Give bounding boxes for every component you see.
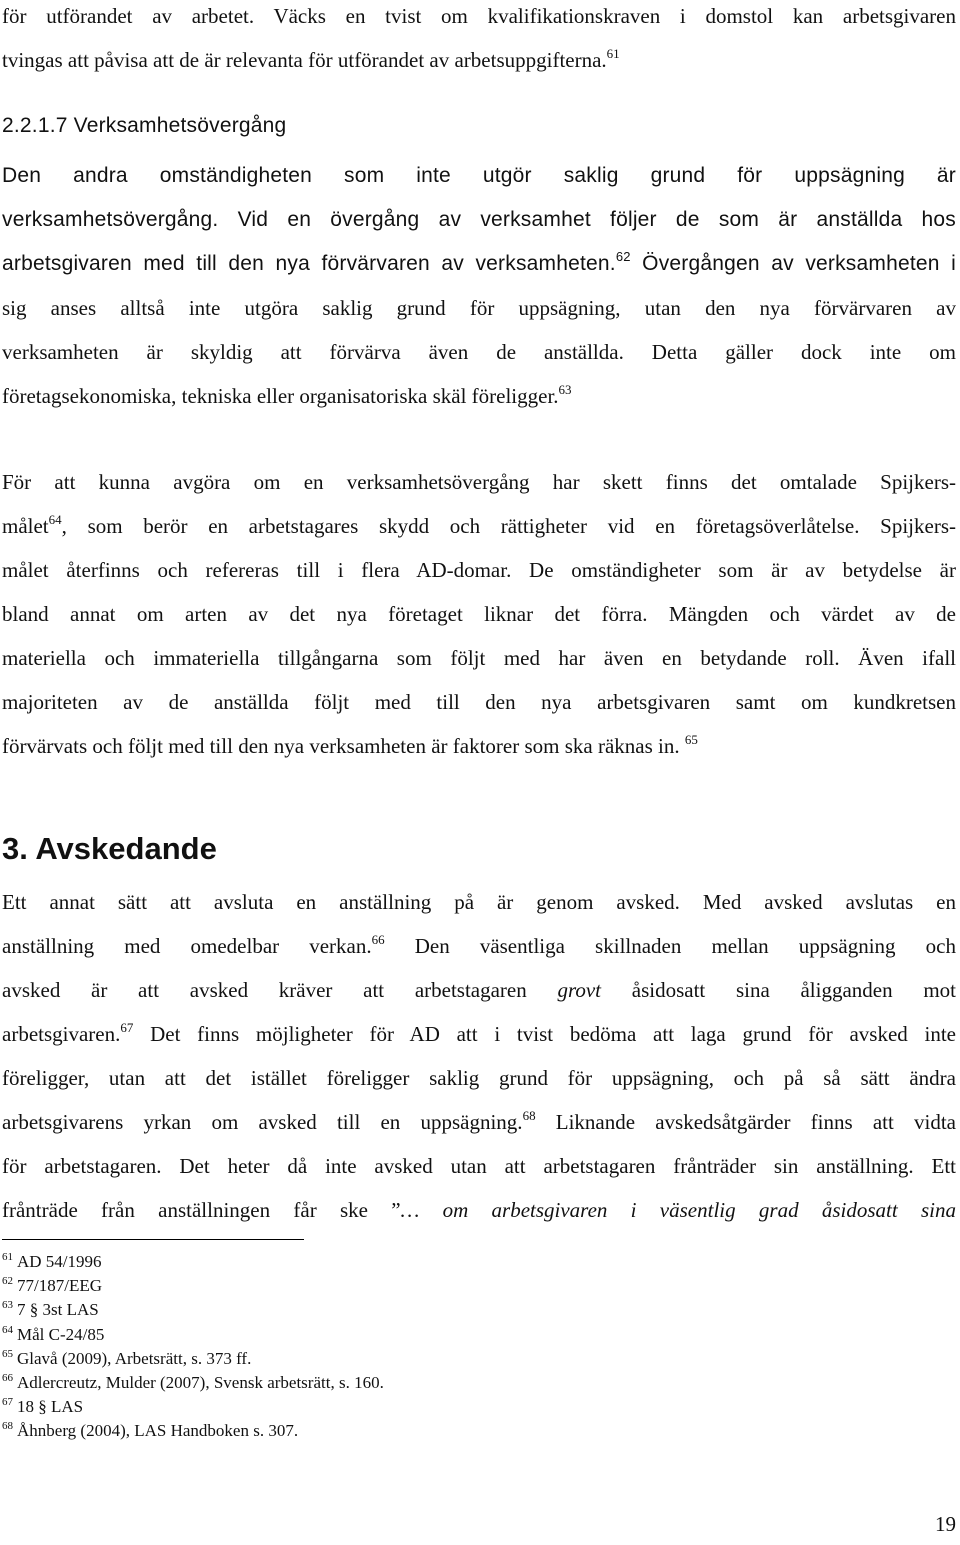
footnote xyxy=(2,1323,702,1347)
footnote-text: Glavå (2009), Arbetsrätt, s. 373 ff. xyxy=(17,1348,252,1368)
text-line: föreligger, utan att det istället föreligger saklig grund för uppsägning, och på så sätt ändra xyxy=(2,1066,956,1090)
paragraph-continuation xyxy=(2,0,956,82)
footnote-ref: 63 xyxy=(558,382,572,397)
paragraph xyxy=(2,154,956,418)
text-line xyxy=(2,924,956,968)
footnote-text: Mål C-24/85 xyxy=(17,1324,105,1344)
paragraph xyxy=(2,460,956,768)
footnote xyxy=(2,1298,702,1322)
text-line xyxy=(2,242,956,286)
footnote-ref: 67 xyxy=(120,1020,134,1035)
footnote-number: 66 xyxy=(2,1371,13,1384)
text-line: Den andra omständigheten som inte utgör saklig grund för uppsägning är xyxy=(2,164,956,187)
text-line xyxy=(2,38,956,82)
footnote-ref: 64 xyxy=(48,512,62,527)
text-line xyxy=(2,1012,956,1056)
footnote-number: 68 xyxy=(2,1420,13,1433)
footnote-ref: 61 xyxy=(606,46,620,61)
text-span: Övergången av verksamheten i xyxy=(630,252,956,275)
footnote xyxy=(2,1371,702,1395)
text-span: Liknande avskedsåtgärder finns att vidta xyxy=(535,1110,957,1134)
text-span: anställning med omedelbar verkan. xyxy=(2,934,372,958)
footnote xyxy=(2,1419,702,1443)
footnote-number: 62 xyxy=(2,1275,13,1288)
footnote-number: 67 xyxy=(2,1396,13,1409)
emphasis-text: … om arbetsgivaren i väsentlig grad åsidosatt sina xyxy=(400,1198,956,1222)
footnote-text: Adlercreutz, Mulder (2007), Svensk arbetsrätt, s. 160. xyxy=(17,1372,384,1392)
text-line: bland annat om arten av det nya företaget liknar det förra. Mängden och värdet av de xyxy=(2,602,956,626)
footnote-number: 61 xyxy=(2,1251,13,1263)
text-span: frånträde från anställningen får ske ” xyxy=(2,1198,401,1222)
text-span: åsidosatt sina åligganden mot xyxy=(601,978,956,1002)
footnote-ref: 68 xyxy=(522,1108,536,1123)
footnote-separator xyxy=(2,1239,304,1240)
footnote xyxy=(2,1395,702,1419)
text-line: materiella och immateriella tillgångarna som följt med har även en betydande roll. Även ifall xyxy=(2,646,956,670)
chapter-heading: 3. Avskedande xyxy=(2,831,217,866)
text-span: avsked är att avsked kräver att arbetstagaren xyxy=(2,978,558,1002)
text-span: tvingas att påvisa att de är relevanta för utförandet av arbetsuppgifterna. xyxy=(2,48,607,72)
footnote xyxy=(2,1347,702,1371)
text-line: för arbetstagaren. Det heter då inte avsked utan att arbetstagaren frånträder sin anställning. Ett xyxy=(2,1154,956,1178)
text-line: verksamhetsövergång. Vid en övergång av verksamhet följer de som är anställda hos xyxy=(2,208,956,231)
paragraph xyxy=(2,880,956,1232)
text-line xyxy=(2,1188,956,1232)
footnote-ref: 66 xyxy=(371,932,385,947)
text-span: Den väsentliga skillnaden mellan uppsägning och xyxy=(384,934,956,958)
footnotes-list xyxy=(2,1250,702,1444)
text-line xyxy=(2,374,956,418)
text-line: Ett annat sätt att avsluta en anställning på är genom avsked. Med avsked avslutas en xyxy=(2,890,956,914)
footnote-text: AD 54/1996 xyxy=(17,1252,102,1271)
footnote-text: Åhnberg (2004), LAS Handboken s. 307. xyxy=(17,1421,299,1441)
footnote-text: 77/187/EEG xyxy=(17,1276,102,1296)
text-line xyxy=(2,504,956,548)
section-heading: 2.2.1.7 Verksamhetsövergång xyxy=(2,114,287,137)
text-span: målet xyxy=(2,514,49,538)
text-span: förvärvats och följt med till den nya verksamheten är faktorer som ska räknas in. xyxy=(2,734,680,758)
text-line: verksamheten är skyldig att förvärva även de anställda. Detta gäller dock inte om xyxy=(2,340,956,364)
footnote-ref: 65 xyxy=(684,732,698,747)
text-span: arbetsgivaren med till den nya förvärvaren av verksamheten. xyxy=(2,252,616,275)
text-line: målet återfinns och refereras till i flera AD-domar. De omständigheter som är av betydelse är xyxy=(2,558,956,582)
text-line: majoriteten av de anställda följt med till den nya arbetsgivaren samt om kundkretsen xyxy=(2,690,956,714)
text-line xyxy=(2,1100,956,1144)
page-number: 19 xyxy=(935,1512,956,1536)
footnote-text: 18 § LAS xyxy=(17,1397,84,1417)
text-line: för utförandet av arbetet. Väcks en tvist om kvalifikationskraven i domstol kan arbetsgivaren xyxy=(2,4,956,28)
text-span: företagsekonomiska, tekniska eller organisatoriska skäl föreligger. xyxy=(2,384,559,408)
text-span: Det finns möjligheter för AD att i tvist bedöma att laga grund för avsked inte xyxy=(133,1022,956,1046)
footnote-text: 7 § 3st LAS xyxy=(17,1300,99,1320)
text-line: sig anses alltså inte utgöra saklig grund för uppsägning, utan den nya förvärvaren av xyxy=(2,296,956,320)
footnote-number: 65 xyxy=(2,1347,13,1360)
footnote-number: 64 xyxy=(2,1323,13,1336)
text-line xyxy=(2,724,956,768)
text-span: arbetsgivaren. xyxy=(2,1022,121,1046)
emphasis-text: grovt xyxy=(557,978,602,1002)
footnote xyxy=(2,1250,702,1274)
text-line xyxy=(2,968,956,1012)
text-span: arbetsgivarens yrkan om avsked till en uppsägning. xyxy=(2,1110,523,1134)
footnote-ref: 62 xyxy=(615,249,631,264)
footnote-number: 63 xyxy=(2,1299,13,1312)
text-line: För att kunna avgöra om en verksamhetsövergång har skett finns det omtalade Spijkers- xyxy=(2,470,956,494)
footnote xyxy=(2,1274,702,1298)
text-span: , som berör en arbetstagares skydd och rättigheter vid en företagsöverlåtelse. Spijkers- xyxy=(61,514,956,538)
